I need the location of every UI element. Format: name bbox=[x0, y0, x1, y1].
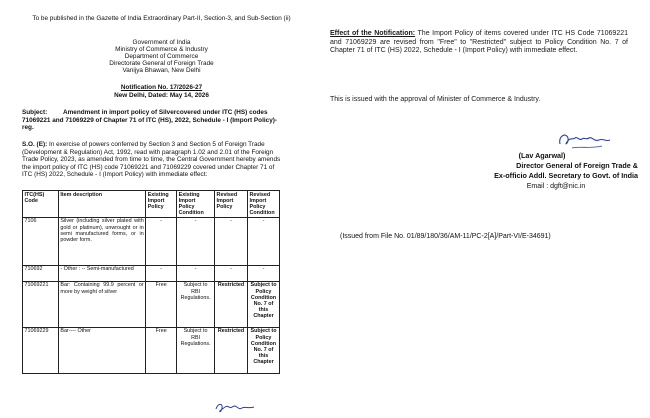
table-row bbox=[23, 217, 280, 265]
cell-code: 71069221 bbox=[23, 281, 59, 327]
notification-date: New Delhi, Dated: May 14, 2026 bbox=[114, 92, 209, 99]
gov-line-5: Vanijya Bhawan, New Delhi bbox=[122, 67, 201, 74]
issued-from-line: (Issued from File No. 01/89/180/36/AM-11/PC-2[A]/Part-VI/E-34691) bbox=[340, 233, 551, 240]
header-existing-condition: Existing Import Policy Condition bbox=[177, 191, 215, 218]
table-header-row bbox=[23, 191, 280, 218]
cell-description: Bar---- Other bbox=[58, 327, 145, 373]
signatory-title-1: Director General of Foreign Trade & bbox=[516, 161, 638, 170]
effect-text: The Import Policy of items covered under ITC HS Code 71069221 and 71069229 are revised from "Free" to "Restricted" subject to Policy Condition No. 7 of Chapter 71 of ITC (HS) 2022, Schedule - I (Import Policy) with immediate effect. bbox=[330, 30, 628, 55]
header-itc-code: ITC(HS) Code bbox=[23, 191, 59, 218]
so-paragraph bbox=[22, 141, 284, 179]
notification-page-right bbox=[322, 0, 650, 418]
cell-existing-policy: Free bbox=[146, 327, 177, 373]
cell-description: Bar: Containing 99.9 percent or more by weight of silver bbox=[58, 281, 145, 327]
effect-label: Effect of the Notification: bbox=[330, 30, 416, 37]
cell-existing-policy: - bbox=[146, 265, 177, 281]
header-revised-policy: Revised Import Policy bbox=[215, 191, 248, 218]
header-revised-condition: Revised Import Policy Condition bbox=[248, 191, 280, 218]
cell-revised-condition: - bbox=[248, 265, 280, 281]
gov-line-3: Department of Commerce bbox=[124, 53, 199, 60]
table-row bbox=[23, 281, 280, 327]
gov-line-1: Government of India bbox=[132, 39, 191, 46]
table-row bbox=[23, 327, 280, 373]
cell-revised-policy: - bbox=[215, 217, 248, 265]
gov-line-4: Directorate General of Foreign Trade bbox=[109, 60, 214, 67]
cell-existing-policy: - bbox=[146, 217, 177, 265]
so-label: S.O. (E): bbox=[22, 141, 48, 148]
cell-existing-condition: Subject to RBI Regulations. bbox=[177, 327, 215, 373]
effect-paragraph bbox=[330, 30, 628, 56]
cell-revised-policy: - bbox=[215, 265, 248, 281]
subject-label: Subject: bbox=[22, 109, 48, 116]
import-policy-table bbox=[22, 190, 280, 374]
header-existing-policy: Existing Import Policy bbox=[146, 191, 177, 218]
subject-text: Amendment in import policy of Silvercovered under ITC (HS) codes 71069221 and 71069229 of Chapter 71 of ITC (HS), 2022, Schedule - I (Import Policy)-reg. bbox=[22, 109, 278, 132]
cell-revised-policy: Restricted bbox=[215, 327, 248, 373]
approval-text: This is issued with the approval of Minister of Commerce & Industry. bbox=[330, 96, 541, 103]
cell-description: Silver (including silver plated with gold or platinum), unwrought or in semi manufactured forms, or in powder form. bbox=[58, 217, 145, 265]
cell-code: 7106 bbox=[23, 217, 59, 265]
table-row bbox=[23, 265, 280, 281]
initials-signature-icon bbox=[212, 400, 260, 414]
notification-number: Notification No. 17/2026-27 bbox=[120, 84, 203, 91]
gov-line-2: Ministry of Commerce & Industry bbox=[115, 46, 208, 53]
cell-revised-policy: Restricted bbox=[215, 281, 248, 327]
cell-existing-policy: Free bbox=[146, 281, 177, 327]
cell-revised-condition: Subject to Policy Condition No. 7 of this Chapter bbox=[248, 327, 280, 373]
notification-page-left bbox=[0, 0, 322, 418]
subject-paragraph bbox=[22, 109, 284, 132]
header-item-description: Item description bbox=[58, 191, 145, 218]
gazette-line: To be published in the Gazette of India Extraordinary Part-II, Section-3, and Sub-Section (ii) bbox=[32, 15, 291, 22]
cell-existing-condition: Subject to RBI Regulations. bbox=[177, 281, 215, 327]
so-text: In exercise of powers conferred by Section 3 and Section 5 of Foreign Trade (Development & Regulation) Act, 1992, read with paragraph 1.02 and 2.01 of the Foreign Trade Policy, 2023, as amended from time to time, the Central Government hereby amends the import policy of ITC (HS) code 71069221 and 71069229 covered under Chapter 71 of ITC (HS) 2022, Schedule - I (Import Policy) with immediate effect: bbox=[22, 141, 281, 179]
email-line: Email : dgft@nic.in bbox=[526, 183, 586, 190]
cell-revised-condition: - bbox=[248, 217, 280, 265]
cell-code: 71069229 bbox=[23, 327, 59, 373]
cell-existing-condition: - bbox=[177, 265, 215, 281]
signatory-name: (Lav Agarwal) bbox=[518, 151, 566, 160]
cell-revised-condition: Subject to Policy Condition No. 7 of this Chapter bbox=[248, 281, 280, 327]
cell-code: 710692 bbox=[23, 265, 59, 281]
cell-existing-condition: - bbox=[177, 217, 215, 265]
cell-description: - Other : -- Semi-manufactured bbox=[58, 265, 145, 281]
signatory-title-2: Ex-officio Addl. Secretary to Govt. of India bbox=[494, 171, 638, 180]
